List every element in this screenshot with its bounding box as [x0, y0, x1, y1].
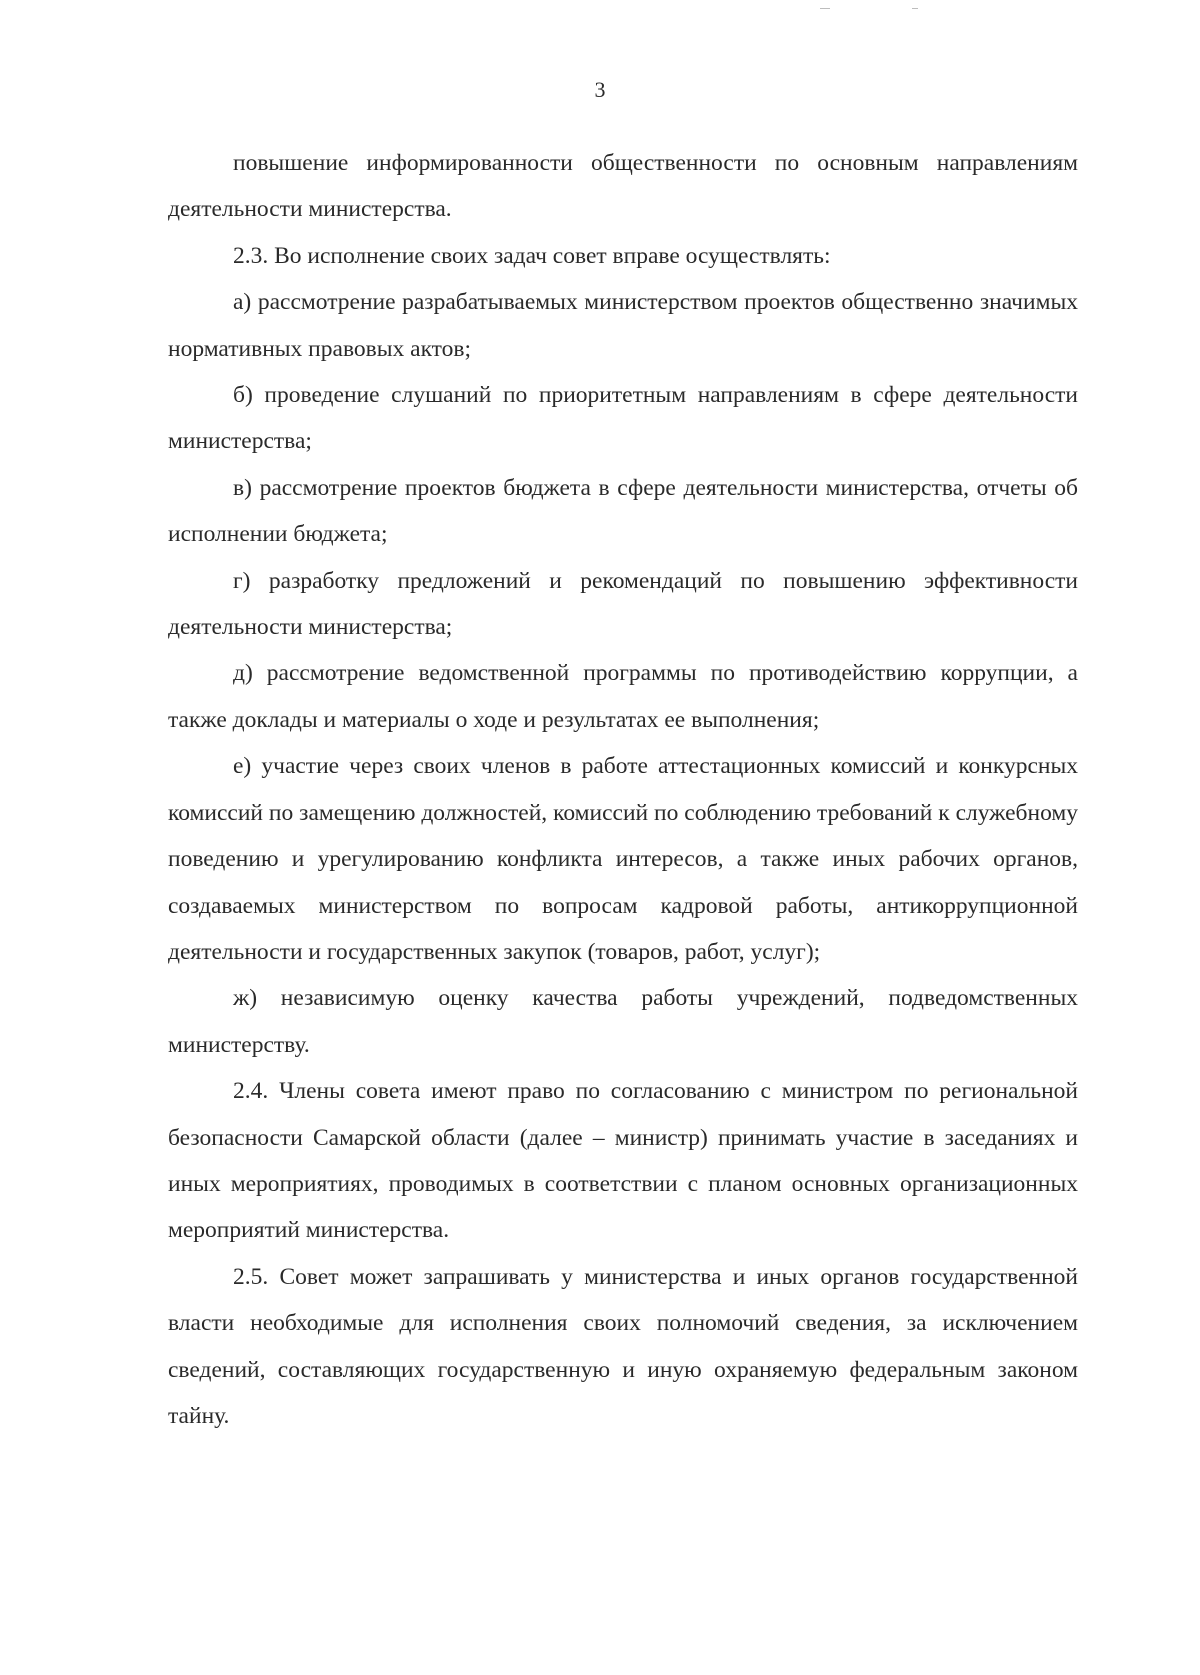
list-item-v: в) рассмотрение проектов бюджета в сфере деятельности министерства, отчеты об исполнении бюджета;: [168, 474, 1078, 548]
document-body: [168, 140, 1078, 1439]
list-item-zh: ж) независимую оценку качества работы учреждений, подведомственных министерству.: [168, 985, 1078, 1058]
paragraph-public-awareness: повышение информированности общественности по основным направлениям деятельности министерства.: [168, 150, 1078, 223]
list-item-g: г) разработку предложений и рекомендаций по повышению эффективности деятельности министерства;: [168, 567, 1078, 641]
page-number: 3: [594, 77, 606, 102]
list-item-b: б) проведение слушаний по приоритетным направлениям в сфере деятельности министерства;: [168, 382, 1078, 455]
paragraph-2-5: 2.5. Совет может запрашивать у министерства и иных органов государственной власти необходимые для исполнения своих полномочий сведения, за исключением сведений, составляющих государственную и иную охраняемую федеральным законом тайну.: [168, 1263, 1078, 1429]
list-item-d: д) рассмотрение ведомственной программы по противодействию коррупции, а также доклады и материалы о ходе и результатах ее выполнения;: [168, 660, 1078, 733]
list-item-e: е) участие через своих членов в работе аттестационных комиссий и конкурсных комиссий по замещению должностей, комиссий по соблюдению требований к служебному поведению и урегулированию конфликта интересов, а также иных рабочих органов, создаваемых министерством по вопросам кадровой работы, антикоррупционной деятельности и государственных закупок (товаров, работ, услуг);: [168, 753, 1078, 965]
paragraph-2-3-intro: 2.3. Во исполнение своих задач совет вправе осуществлять:: [233, 242, 831, 269]
scan-artifact-mark: [820, 8, 830, 9]
scan-artifact-mark: [912, 8, 918, 9]
list-item-a: а) рассмотрение разрабатываемых министерством проектов общественно значимых нормативных правовых актов;: [168, 289, 1078, 362]
paragraph-2-4: 2.4. Члены совета имеют право по согласованию с министром по региональной безопасности Самарской области (далее – министр) принимать участие в заседаниях и иных мероприятиях, проводимых в соответствии с планом основных организационных мероприятий министерства.: [168, 1078, 1078, 1244]
